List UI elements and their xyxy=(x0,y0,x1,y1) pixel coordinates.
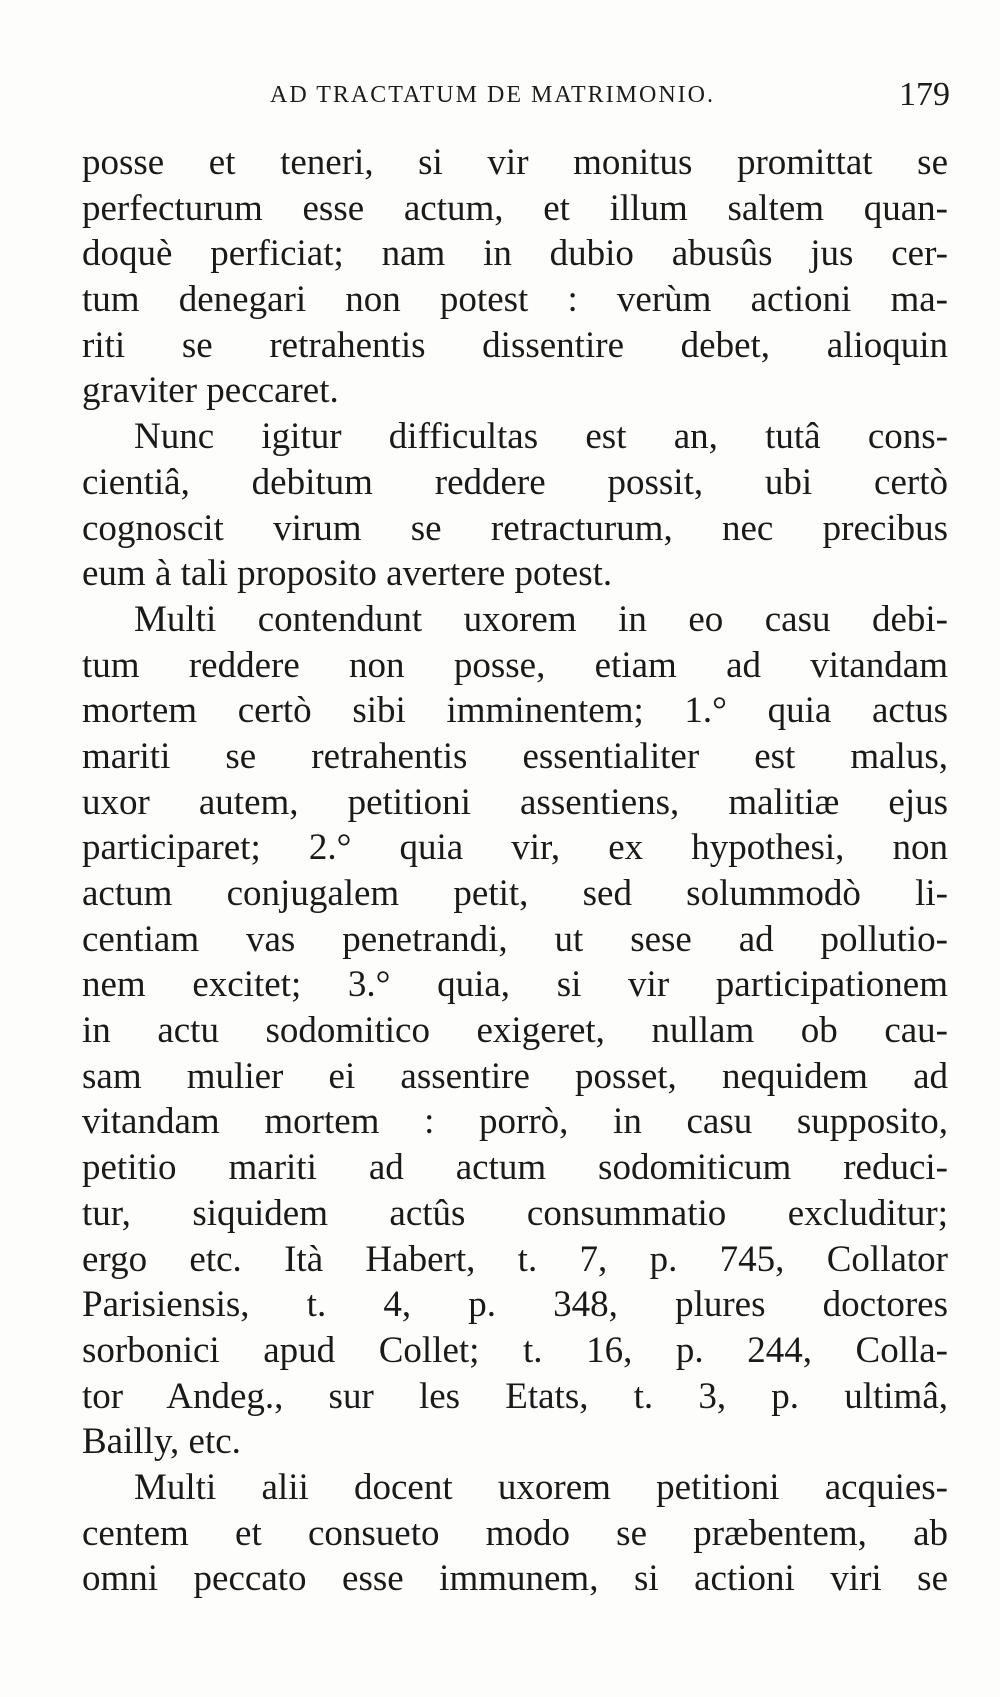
text-line: tor Andeg., sur les Etats, t. 3, p. ultimâ, xyxy=(82,1375,948,1417)
text-line: Multi alii docent uxorem petitioni acquies- xyxy=(134,1466,948,1508)
text-line: perfecturum esse actum, et illum saltem quan- xyxy=(82,187,948,229)
body-text xyxy=(82,140,952,1602)
text-line: Bailly, etc. xyxy=(82,1421,241,1463)
text-line: petitio mariti ad actum sodomiticum reduci- xyxy=(82,1147,948,1189)
text-line: nem excitet; 3.° quia, si vir participationem xyxy=(82,964,948,1006)
text-line: riti se retrahentis dissentire debet, alioquin xyxy=(82,324,948,366)
text-line: Nunc igitur difficultas est an, tutâ cons- xyxy=(134,416,948,458)
text-line: uxor autem, petitioni assentiens, malitiæ ejus xyxy=(82,781,948,823)
text-line: Multi contendunt uxorem in eo casu debi- xyxy=(134,598,948,640)
text-line: omni peccato esse immunem, si actioni viri se xyxy=(82,1558,948,1600)
text-line: sorbonici apud Collet; t. 16, p. 244, Colla- xyxy=(82,1329,948,1371)
running-title: AD TRACTATUM DE MATRIMONIO. xyxy=(270,82,715,108)
text-line: actum conjugalem petit, sed solummodò li- xyxy=(82,873,948,914)
text-line: posse et teneri, si vir monitus promittat se xyxy=(82,142,948,183)
text-line: tum denegari non potest : verùm actioni ma- xyxy=(82,279,948,321)
text-line: Parisiensis, t. 4, p. 348, plures doctores xyxy=(82,1284,948,1326)
text-line: ergo etc. Ità Habert, t. 7, p. 745, Collator xyxy=(82,1238,948,1280)
text-line: eum à tali proposito avertere potest. xyxy=(82,553,613,595)
text-line: tur, siquidem actûs consummatio excluditur; xyxy=(82,1192,948,1234)
page-header xyxy=(80,76,950,116)
text-line: doquè perficiat; nam in dubio abusûs jus cer- xyxy=(82,233,948,275)
text-line: participaret; 2.° quia vir, ex hypothesi, non xyxy=(82,827,948,869)
text-line: mariti se retrahentis essentialiter est malus, xyxy=(82,735,948,777)
text-line: cognoscit virum se retracturum, nec precibus xyxy=(82,507,948,549)
text-line: mortem certò sibi imminentem; 1.° quia actus xyxy=(82,690,948,732)
text-line: vitandam mortem : porrò, in casu supposito, xyxy=(82,1101,948,1143)
text-line: tum reddere non posse, etiam ad vitandam xyxy=(82,644,948,686)
text-line: sam mulier ei assentire posset, nequidem ad xyxy=(82,1055,948,1097)
text-line: centiam vas penetrandi, ut sese ad pollutio- xyxy=(82,918,948,960)
text-line: centem et consueto modo se præbentem, ab xyxy=(82,1512,948,1554)
text-line: cientiâ, debitum reddere possit, ubi certò xyxy=(82,461,948,503)
page-number: 179 xyxy=(899,76,950,113)
text-line: in actu sodomitico exigeret, nullam ob cau- xyxy=(82,1010,948,1052)
text-line: graviter peccaret. xyxy=(82,370,339,412)
